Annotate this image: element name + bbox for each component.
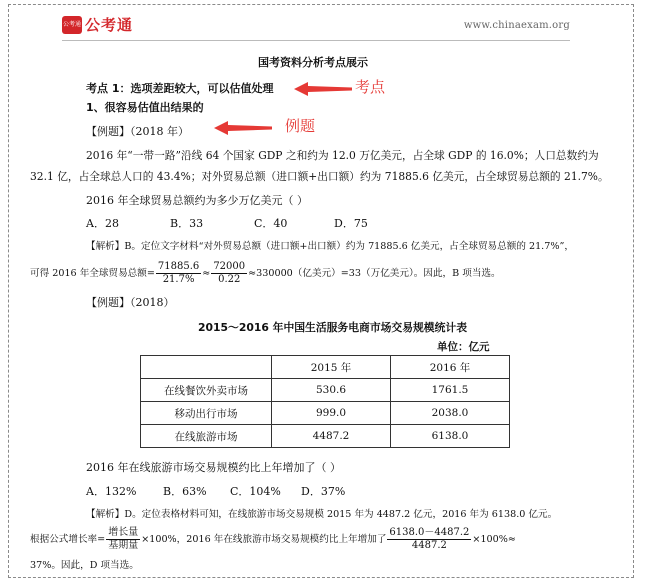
example-2-option-a: A．132% (86, 485, 137, 498)
example-1-paragraph-line-2: 32.1 亿，占全球总人口的 43.4%；对外贸易总额（进口额+出口额）约为 71885.6 亿美元，占全球贸易总额的 21.7%。 (30, 170, 609, 183)
example-2-option-b: B．63% (163, 485, 207, 498)
example-1-analysis-line-1: 【解析】B。定位文字材料“对外贸易总额（进口额+出口额）约为 71885.6 亿美元，占全球贸易总额的 21.7%”， (86, 241, 574, 252)
table-header-cell: 2016 年 (391, 356, 510, 379)
fraction: $\frac{\text{增长量}}{\text{基期量}}$ (108, 527, 139, 551)
example-1-label: 【例题】（2018 年） (86, 125, 189, 138)
fraction: $\frac{6138.0-4487.2}{4487.2}$ (389, 527, 470, 551)
example-2-analysis-line-1: 【解析】D。定位表格材料可知，在线旅游市场交易规模 2015 年为 4487.2 亿元，2016 年为 6138.0 亿元。 (86, 509, 558, 520)
logo-text: 公考通 (85, 16, 134, 34)
document-title: 国考资料分析考点展示 (258, 56, 368, 69)
table-header-row (141, 356, 510, 379)
example-2-analysis-line-3: 37%。因此，D 项当选。 (30, 560, 139, 571)
table-row (141, 379, 510, 402)
example-2-question: 2016 年在线旅游市场交易规模约比上年增加了（ ） (86, 461, 341, 474)
brand-logo[interactable] (62, 14, 133, 35)
example-1-option-d: D．75 (334, 217, 368, 230)
table-header-cell (141, 356, 272, 379)
table-cell: 移动出行市场 (141, 402, 272, 425)
example-2-option-d: D．37% (301, 485, 346, 498)
header-divider (62, 40, 570, 41)
table-title: 2015～2016 年中国生活服务电商市场交易规模统计表 (198, 321, 467, 334)
subheading: 1、很容易估值出结果的 (86, 101, 204, 114)
example-2-analysis-prefix: 根据公式增长率= (30, 534, 106, 545)
example-1-option-c: C．40 (254, 217, 288, 230)
table-cell: 在线旅游市场 (141, 425, 272, 448)
table-header-cell: 2015 年 (272, 356, 391, 379)
table-cell: 4487.2 (272, 425, 391, 448)
logo-badge-icon: 公考通 (62, 16, 82, 34)
example-1-analysis-line-2: 可得 2016 年全球贸易总额= $\frac{71885.6}{21.7\%}$ ≈ $\frac{72000}{0.22}$ ≈330000（亿美元）=33（万亿美元）。因此，B 项当选。 (30, 261, 501, 285)
example-2-analysis-mid: ×100%，2016 年在线旅游市场交易规模约比上年增加了 (141, 534, 387, 545)
table-cell: 6138.0 (391, 425, 510, 448)
fraction: $\frac{71885.6}{21.7\%}$ (157, 261, 200, 285)
example-1-analysis-suffix: ≈330000（亿美元）=33（万亿美元）。因此，B 项当选。 (248, 268, 501, 279)
example-1-question: 2016 年全球贸易总额约为多少万亿美元（ ） (86, 194, 308, 207)
table-cell: 2038.0 (391, 402, 510, 425)
example-2-analysis-line-2 (30, 525, 516, 555)
site-url-link[interactable]: www.chinaexam.org (463, 20, 570, 31)
statistics-table (140, 355, 510, 448)
table-cell: 1761.5 (391, 379, 510, 402)
left-arrow-icon (212, 121, 274, 135)
table-cell: 在线餐饮外卖市场 (141, 379, 272, 402)
table-row (141, 425, 510, 448)
page-header (62, 14, 570, 38)
table-cell: 530.6 (272, 379, 391, 402)
left-arrow-icon (294, 82, 352, 96)
example-1-paragraph-line-1: 2016 年“一带一路”沿线 64 个国家 GDP 之和约为 12.0 万亿美元，占全球 GDP 的 16.0%；人口总数约为 (86, 149, 599, 162)
kaodian-annotation: 考点 (355, 78, 386, 96)
kaodian-heading: 考点 1：选项差距较大，可以估值处理 (86, 82, 274, 95)
table-unit: 单位：亿元 (437, 341, 490, 353)
example-1-option-b: B．33 (170, 217, 204, 230)
example-2-label: 【例题】（2018） (86, 296, 175, 309)
example-2-analysis-tail: ×100%≈ (472, 534, 516, 545)
fraction: $\frac{72000}{0.22}$ (213, 261, 246, 285)
example-1-analysis-prefix: 可得 2016 年全球贸易总额= (30, 268, 155, 279)
example-1-option-a: A．28 (86, 217, 119, 230)
table-row (141, 402, 510, 425)
table-cell: 999.0 (272, 402, 391, 425)
example-2-option-c: C．104% (230, 485, 281, 498)
example-annotation: 例题 (285, 117, 316, 135)
